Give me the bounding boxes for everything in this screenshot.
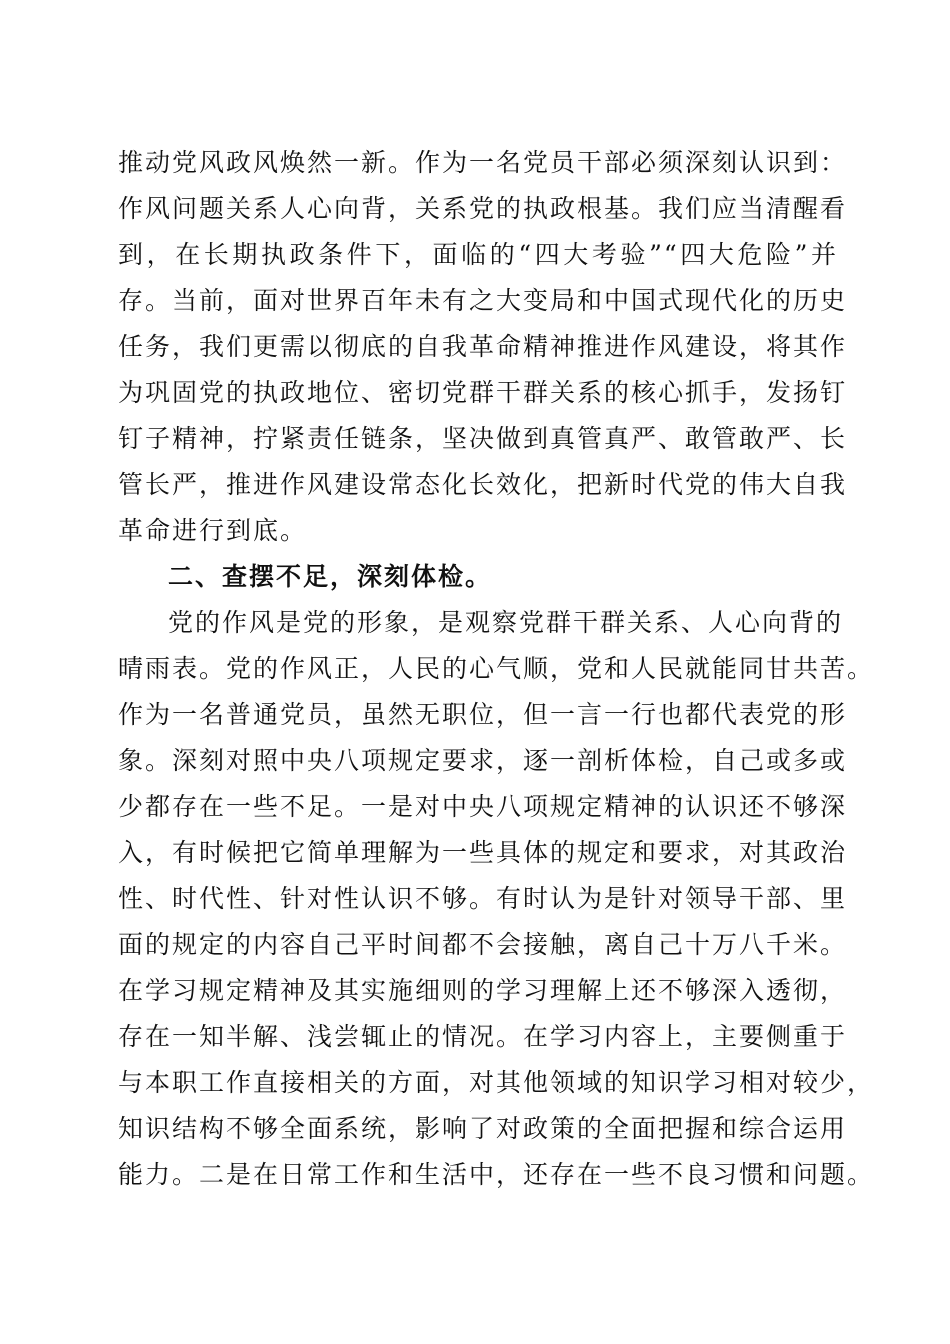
- paragraph-line: 与本职工作直接相关的方面，对其他领域的知识学习相对较少，: [118, 1068, 875, 1097]
- paragraph-line: 钉子精神，拧紧责任链条，坚决做到真管真严、敢管敢严、长: [118, 424, 848, 453]
- paragraph-line: 知识结构不够全面系统，影响了对政策的全面把握和综合运用: [118, 1114, 848, 1143]
- paragraph-line: 革命进行到底。: [118, 516, 308, 545]
- paragraph-line: 到，在长期执政条件下，面临的“四大考验”“四大危险”并: [118, 240, 838, 269]
- paragraph-line: 作为一名普通党员，虽然无职位，但一言一行也都代表党的形: [118, 700, 848, 729]
- document-body: [118, 140, 875, 1198]
- paragraph-2: [118, 600, 875, 1198]
- paragraph-line: 作风问题关系人心向背，关系党的执政根基。我们应当清醒看: [118, 194, 848, 223]
- paragraph-line: 晴雨表。党的作风正，人民的心气顺，党和人民就能同甘共苦。: [118, 654, 875, 683]
- paragraph-line: 少都存在一些不足。一是对中央八项规定精神的认识还不够深: [118, 792, 848, 821]
- paragraph-line: 性、时代性、针对性认识不够。有时认为是针对领导干部、里: [118, 884, 848, 913]
- paragraph-line: 存在一知半解、浅尝辄止的情况。在学习内容上，主要侧重于: [118, 1022, 848, 1051]
- paragraph-line: 象。深刻对照中央八项规定要求，逐一剖析体检，自己或多或: [118, 746, 848, 775]
- paragraph-line: 管长严，推进作风建设常态化长效化，把新时代党的伟大自我: [118, 470, 848, 499]
- paragraph-1: [118, 140, 848, 554]
- paragraph-line: 存。当前，面对世界百年未有之大变局和中国式现代化的历史: [118, 286, 848, 315]
- paragraph-line: 能力。二是在日常工作和生活中，还存在一些不良习惯和问题。: [118, 1160, 875, 1189]
- paragraph-line: 入，有时候把它简单理解为一些具体的规定和要求，对其政治: [118, 838, 848, 867]
- paragraph-line: 党的作风是党的形象，是观察党群干群关系、人心向背的: [168, 608, 844, 637]
- paragraph-line: 任务，我们更需以彻底的自我革命精神推进作风建设，将其作: [118, 332, 848, 361]
- paragraph-line: 在学习规定精神及其实施细则的学习理解上还不够深入透彻，: [118, 976, 848, 1005]
- paragraph-line: 面的规定的内容自己平时间都不会接触，离自己十万八千米。: [118, 930, 848, 959]
- paragraph-line: 推动党风政风焕然一新。作为一名党员干部必须深刻认识到：: [118, 148, 848, 177]
- section-heading: 二、查摆不足，深刻体检。: [168, 562, 493, 591]
- paragraph-line: 为巩固党的执政地位、密切党群干群关系的核心抓手，发扬钉: [118, 378, 848, 407]
